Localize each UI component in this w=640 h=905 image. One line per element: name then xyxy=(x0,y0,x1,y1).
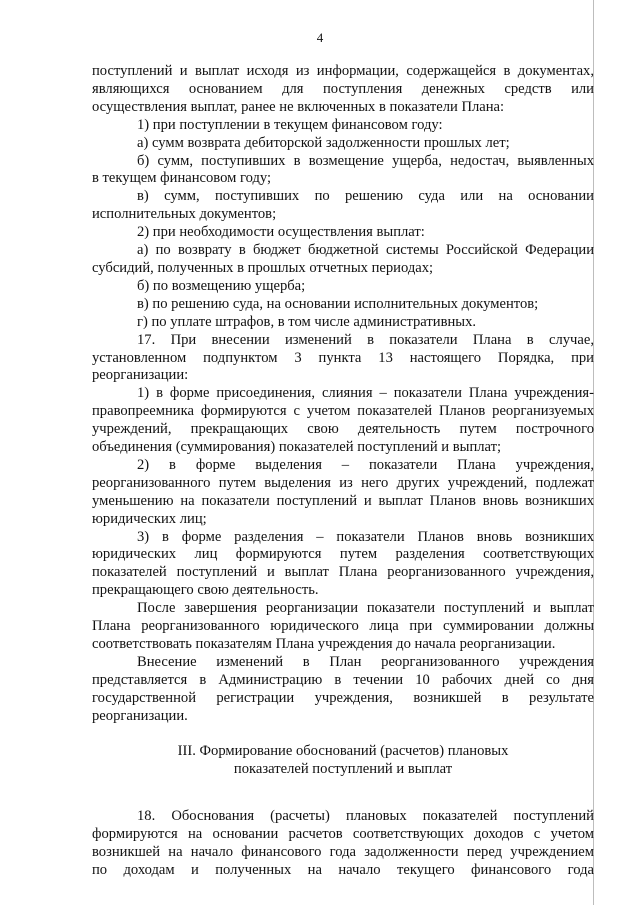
text-line: уменьшению на показатели поступлений и выплат Планов вновь возникших xyxy=(92,492,594,509)
text-line: Плана реорганизованного юридического лица при суммировании должны xyxy=(92,618,594,635)
text-line: установленном подпунктом 3 пункта 13 настоящего Порядка, при xyxy=(92,349,594,366)
text-line: по доходам и полученных на начало текущего финансового года xyxy=(92,861,594,878)
list-item: б) сумм, поступивших в возмещение ущерба, недостач, выявленных xyxy=(137,152,594,169)
text-line: реорганизации: xyxy=(92,367,189,384)
text-line: формируются на основании расчетов соответствующих доходов с учетом xyxy=(92,826,594,843)
section-heading-line: III. Формирование обоснований (расчетов) плановых xyxy=(177,743,509,760)
list-item: г) по уплате штрафов, в том числе административных. xyxy=(137,313,477,330)
text-line: реорганизованного путем выделения из него других учреждений, подлежат xyxy=(92,474,594,491)
text-line: являющихся основанием для поступления денежных средств или xyxy=(92,80,594,97)
text-line: возникшей на начало финансового года задолженности перед учреждением xyxy=(92,843,594,860)
paragraph-start: 17. При внесении изменений в показатели Плана в случае, xyxy=(137,331,594,348)
page-number: 4 xyxy=(316,30,324,45)
list-item: в) сумм, поступивших по решению суда или на основании xyxy=(137,188,594,205)
text-line: юридических лиц формируются путем разделения соответствующих xyxy=(92,546,594,563)
spacer xyxy=(92,726,594,744)
text-line: учреждений, прекращающих свою деятельность путем построчного xyxy=(92,421,594,438)
paragraph-start: Внесение изменений в План реорганизованного учреждения xyxy=(137,653,594,670)
text-line: прекращающего свою деятельность. xyxy=(92,582,319,599)
text-line: соответствовать показателям Плана учреждения до начала реорганизации. xyxy=(92,636,556,652)
spacer xyxy=(92,779,594,797)
list-item: б) по возмещению ущерба; xyxy=(137,277,306,294)
paragraph-start: После завершения реорганизации показатели поступлений и выплат xyxy=(137,600,594,617)
paragraph-start: 18. Обоснования (расчеты) плановых показателей поступлений xyxy=(137,808,594,825)
list-item: 2) при необходимости осуществления выплат: xyxy=(137,224,425,241)
text-line: объединения (суммирования) показателей поступлений и выплат; xyxy=(92,439,502,456)
list-item: 3) в форме разделения – показатели Планов вновь возникших xyxy=(137,528,594,545)
list-item: 1) в форме присоединения, слияния – показатели Плана учреждения- xyxy=(137,385,594,402)
text-line: осуществления выплат, ранее не включенных в показатели Плана: xyxy=(92,98,505,115)
text-line: правопреемника формируются с учетом показателей Планов реорганизуемых xyxy=(92,403,594,420)
text-line: показателей поступлений и выплат Плана реорганизованного учреждения, xyxy=(92,564,594,581)
text-line: государственной регистрации учреждения, возникшей в результате xyxy=(92,689,594,706)
spacer xyxy=(92,797,594,808)
text-line: поступлений и выплат исходя из информации, содержащейся в документах, xyxy=(92,63,594,79)
text-line: исполнительных документов; xyxy=(92,206,277,223)
document-body xyxy=(92,63,594,880)
list-item: 2) в форме выделения – показатели Плана учреждения, xyxy=(137,456,594,473)
text-line: представляется в Администрацию в течении 10 рабочих дней со дня xyxy=(92,671,594,688)
section-heading-line: показателей поступлений и выплат xyxy=(233,761,453,778)
list-item: 1) при поступлении в текущем финансовом году: xyxy=(137,116,443,133)
list-item: а) сумм возврата дебиторской задолженности прошлых лет; xyxy=(137,134,510,151)
list-item: а) по возврату в бюджет бюджетной системы Российской Федерации xyxy=(137,242,594,259)
text-line: в текущем финансовом году; xyxy=(92,170,272,187)
list-item: в) по решению суда, на основании исполнительных документов; xyxy=(137,295,539,312)
text-line: реорганизации. xyxy=(92,707,188,724)
text-line: субсидий, полученных в прошлых отчетных периодах; xyxy=(92,259,434,276)
text-line: юридических лиц; xyxy=(92,510,207,527)
